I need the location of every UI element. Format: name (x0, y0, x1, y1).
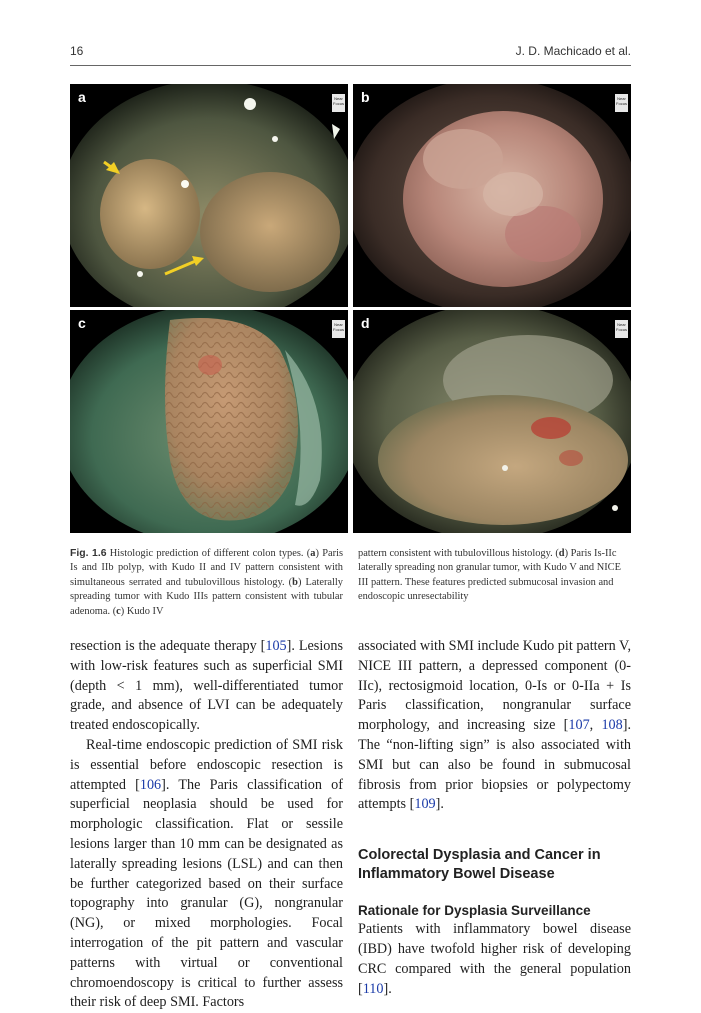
body-column-right (358, 637, 631, 999)
page-number: 16 (70, 44, 84, 58)
paragraph: resection is the adequate therapy [105]. Lesions with low-risk features such as superficial SMI (depth < 1 mm), well-differentiated tumor grade, and absence of LVI can be adequately treated endoscopically. (70, 638, 343, 734)
header-rule (70, 65, 631, 66)
endoscopy-image-b (353, 84, 631, 307)
paragraph: Real-time endoscopic prediction of SMI risk is essential before endoscopic resection is attempted [106]. The Paris classification of superficial neoplasia should be used for morphologic classification. Flat or sessile lesions larger than 10 mm can be designated as laterally spreading lesions (LSL) and can then be further categorized based on their surface topography into granular (G), nongranular (NG), or mixed morphologies. Focal interrogation of the pit pattern and vascular patterns with virtual or conventional chromoendoscopy is critical to further assess their risk of deep SMI. Factors (70, 736, 343, 1011)
paragraph: associated with SMI include Kudo pit pattern V, NICE III pattern, a depressed component (0-IIc), rectosigmoid location, 0-Is or 0-IIa + Is Paris classification, nongranular surface morphology, and increasing size [107, 108]. The “non-lifting sign” is also associated with SMI but can also be found in submucosal fibrosis from prior biopsies or polypectomy attempts [109]. (358, 638, 631, 813)
subsection-heading: Rationale for Dysplasia Surveillance (358, 903, 591, 919)
citation-link[interactable]: 109 (414, 796, 436, 813)
body-column-left (70, 637, 343, 1013)
running-head (70, 44, 631, 64)
citation-link[interactable]: 108 (601, 717, 623, 734)
running-head-authors: J. D. Machicado et al. (515, 44, 631, 58)
citation-link[interactable]: 107 (568, 717, 590, 734)
figure-1-6 (70, 84, 631, 533)
section-heading: Colorectal Dysplasia and Cancer in Inflammatory Bowel Disease (358, 847, 601, 883)
figure-panel-a (70, 84, 348, 307)
panel-label-a: a (78, 89, 86, 105)
paragraph: Patients with inflammatory bowel disease (IBD) have twofold higher risk of developing CRC compared with the general population [110]. (358, 921, 631, 997)
near-focus-tag: Near Focus (332, 320, 345, 338)
near-focus-tag: Near Focus (332, 94, 345, 112)
caption-column-left: Fig. 1.6 Histologic prediction of different colon types. (a) Paris Is and IIb polyp, with Kudo II and IV pattern consistent with simultaneous serrated and tubulovillous histology. (b) Laterally spreading tumor with Kudo IIIs pattern consistent with tubular adenoma. (c) Kudo IV (70, 548, 343, 617)
caption-column-right: pattern consistent with tubulovillous histology. (d) Paris Is-IIc laterally spreading non granular tumor, with Kudo V and NICE III pattern. These features predicted submucosal invasion and endoscopic unresectability (358, 548, 621, 603)
figure-panel-d (353, 310, 631, 533)
citation-link[interactable]: 106 (139, 776, 162, 793)
panel-label-c: c (78, 315, 86, 331)
endoscopy-image-d (353, 310, 631, 533)
panel-label-d: d (361, 315, 370, 331)
near-focus-tag: Near Focus (615, 320, 628, 338)
citation-link[interactable]: 105 (265, 638, 287, 654)
citation-link[interactable]: 110 (362, 980, 384, 997)
endoscopy-image-c (70, 310, 348, 533)
figure-panel-b (353, 84, 631, 307)
endoscopy-image-a (70, 84, 348, 307)
near-focus-tag: Near Focus (615, 94, 628, 112)
figure-panel-c (70, 310, 348, 533)
figure-label: Fig. 1.6 (70, 548, 107, 559)
panel-label-b: b (361, 89, 370, 105)
